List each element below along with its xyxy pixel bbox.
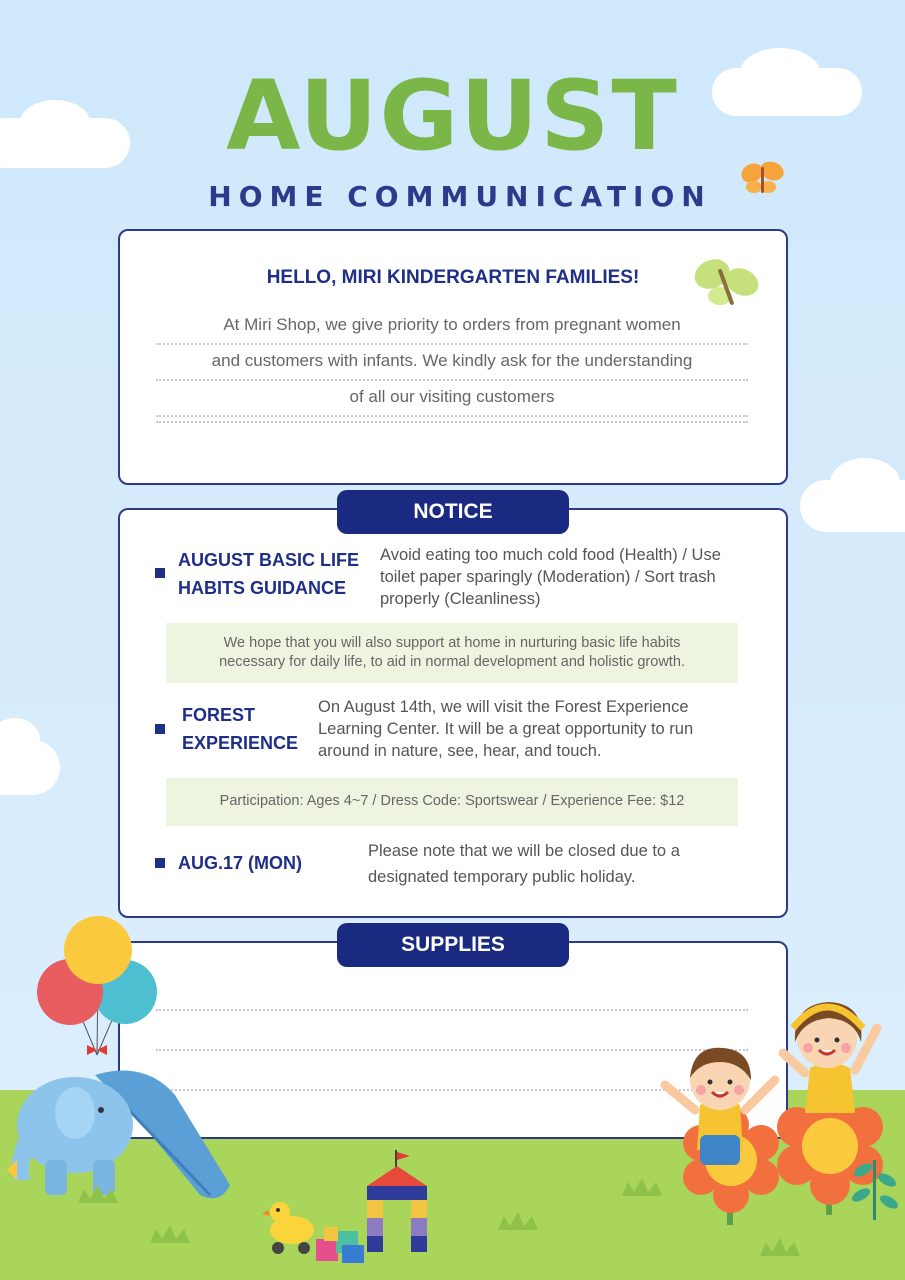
greeting-title: HELLO, MIRI KINDERGARTEN FAMILIES! <box>266 267 640 288</box>
greeting-line: and customers with infants. We kindly ask for the understanding <box>156 345 748 381</box>
duck-toy-icon <box>262 1198 322 1258</box>
greeting-line: of all our visiting customers <box>156 381 748 417</box>
page-subtitle: HOME COMMUNICATION <box>208 180 712 213</box>
page-title: AUGUST <box>226 60 679 172</box>
child-icon <box>775 998 895 1148</box>
notice-item-note: We hope that you will also support at home in nurturing basic life habits necessary for daily life, to aid in normal development and holistic growth. <box>166 623 738 683</box>
grass-tuft-icon <box>760 1238 800 1256</box>
grass-tuft-icon <box>498 1212 538 1230</box>
notice-item-note: Participation: Ages 4~7 / Dress Code: Sportswear / Experience Fee: $12 <box>166 778 738 826</box>
notice-item-label: AUGUST BASIC LIFE HABITS GUIDANCE <box>178 550 360 598</box>
elephant-slide-icon <box>5 1065 235 1205</box>
notice-item-text: Please note that we will be closed due to a designated temporary public holiday. <box>368 842 680 886</box>
dotted-divider <box>156 421 748 423</box>
notice-item-label: FOREST EXPERIENCE <box>182 705 299 753</box>
cloud-decoration <box>830 458 900 508</box>
supplies-badge: SUPPLIES <box>337 923 569 967</box>
notice-badge: NOTICE <box>337 490 569 534</box>
plant-icon <box>845 1140 905 1220</box>
butterfly-icon <box>738 155 788 205</box>
balloon-icon <box>35 915 165 1065</box>
child-icon <box>655 1040 785 1190</box>
bullet-square <box>155 568 165 578</box>
butterfly-icon <box>690 252 762 316</box>
grass-tuft-icon <box>78 1185 118 1203</box>
dotted-divider <box>156 1009 748 1011</box>
notice-item-text: Avoid eating too much cold food (Health) / Use toilet paper sparingly (Moderation) / Sort trash properly (Cleanliness) <box>380 546 721 608</box>
greeting-line: At Miri Shop, we give priority to orders from pregnant women <box>156 309 748 345</box>
notice-item-label: AUG.17 (MON) <box>178 853 303 873</box>
block-arch-icon <box>362 1150 432 1255</box>
bullet-square <box>155 724 165 734</box>
bullet-square <box>155 858 165 868</box>
notice-item-text: On August 14th, we will visit the Forest Experience Learning Center. It will be a great opportunity to run around in nature, see, hear, and touch. <box>318 698 694 760</box>
toy-blocks-icon <box>316 1225 366 1265</box>
notice-card <box>118 508 788 918</box>
greeting-card <box>118 229 788 485</box>
grass-tuft-icon <box>150 1225 190 1243</box>
